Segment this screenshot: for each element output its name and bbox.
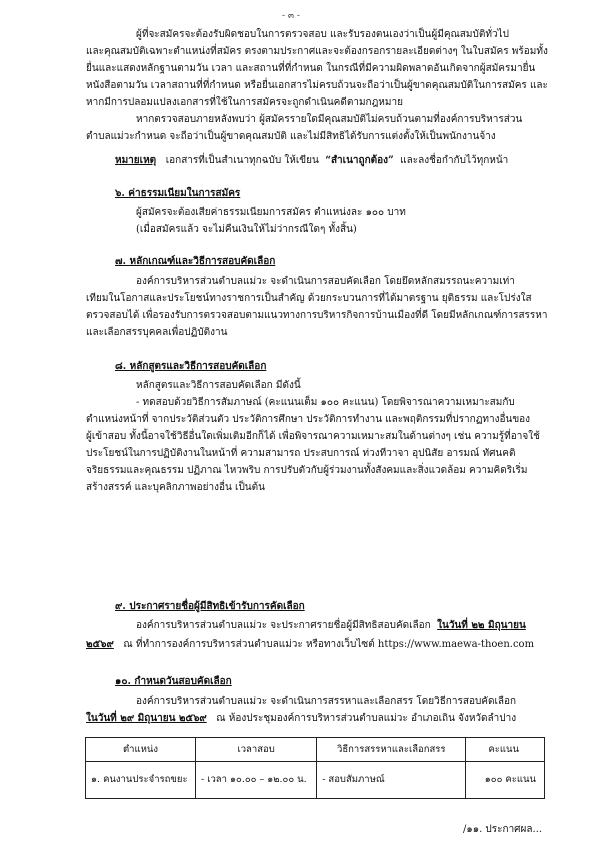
table-cell-time: - เวลา ๑๐.๐๐ – ๑๒.๐๐ น. [196, 762, 317, 799]
page-number: - ๓ - [282, 11, 300, 21]
note-text-after: และลงชื่อกำกับไว้ทุกหน้า [400, 155, 509, 166]
section-7-line-2: เทียมในโอกาสและประโยชน์ทางราชการเป็นสำคัญ ด้วยกระบวนการที่ได้มาตรฐาน ยุติธรรม และโปร่งใส [86, 293, 532, 304]
section-6-heading: ๖. ค่าธรรมเนียมในการสมัคร [115, 188, 241, 199]
intro-line-4: หนังสือตามวัน เวลาสถานที่ที่กำหนด หรือยื่นเอกสารไม่ครบถ้วนจะถือว่าเป็นผู้ขาดคุณสมบัติในการสมัคร และ [86, 80, 548, 91]
section-8-heading: ๘. หลักสูตรและวิธีการสอบคัดเลือก [115, 361, 267, 372]
section-10-heading: ๑๐. กำหนดวันสอบคัดเลือก [115, 676, 232, 687]
section-10-line-1: องค์การบริหารส่วนตำบลแม่วะ จะดำเนินการสรรหาและเลือกสรร โดยวิธีการสอบคัดเลือก [136, 696, 517, 707]
section-7-line-1: องค์การบริหารส่วนตำบลแม่วะ จะดำเนินการสอบคัดเลือก โดยยึดหลักสมรรถนะความเท่า [136, 276, 515, 287]
intro-line-3: ยื่นและแสดงหลักฐานตามวัน เวลา และสถานที่ที่กำหนด ในกรณีที่มีความผิดพลาดอันเกิดจากผู้สมัครมายื่น [86, 63, 536, 74]
section-8-line-2: - ทดสอบด้วยวิธีการสัมภาษณ์ (คะแนนเต็ม ๑๐๐ คะแนน) โดยพิจารณาความเหมาะสมกับ [136, 397, 515, 408]
section-7-heading: ๗. หลักเกณฑ์และวิธีการสอบคัดเลือก [115, 256, 276, 267]
table-header-score: คะแนน [466, 738, 545, 762]
note-line [115, 154, 508, 167]
table-header-method: วิธีการสรรหาและเลือกสรร [317, 738, 466, 762]
section-9-announce-year: ๒๕๖๙ [86, 639, 114, 650]
note-emphasis: “สำเนาถูกต้อง” [325, 155, 394, 166]
note-text-before: เอกสารที่เป็นสำเนาทุกฉบับ ให้เขียน [165, 155, 319, 166]
table-header-position: ตำแหน่ง [86, 738, 196, 762]
section-8-line-7: สร้างสรรค์ และบุคลิกภาพอย่างอื่น เป็นต้น [86, 482, 265, 493]
section-8-line-1: หลักสูตรและวิธีการสอบคัดเลือก มีดังนี้ [136, 380, 301, 391]
section-10-line-2-text: ณ ห้องประชุมองค์การบริหารส่วนตำบลแม่วะ อำเภอเถิน จังหวัดลำปาง [216, 713, 517, 724]
section-7-line-3: ตรวจสอบได้ เพื่อรองรับการตรวจสอบตามแนวทางการบริหารกิจการบ้านเมืองที่ดี โดยมีหลักเกณฑ์การสรรหา [86, 310, 548, 321]
section-8-line-3: ตำแหน่งหน้าที่ จากประวัติส่วนตัว ประวัติการศึกษา ประวัติการทำงาน และพฤติกรรมที่ปรากฏทางอื่นของ [86, 414, 531, 425]
note-label: หมายเหตุ [115, 155, 157, 166]
section-8-line-5: ประโยชน์ในการปฏิบัติงานในหน้าที่ ความสามารถ ประสบการณ์ ท่วงทีวาจา อุปนิสัย อารมณ์ ทัศนคติ [86, 448, 516, 459]
section-6-line-2: (เมื่อสมัครแล้ว จะไม่คืนเงินให้ไม่ว่ากรณีใดๆ ทั้งสิ้น) [136, 224, 357, 235]
section-10-line-2 [86, 712, 516, 725]
section-8-line-6: จริยธรรมและคุณธรรม ปฏิภาณ ไหวพริบ การปรับตัวกับผู้ร่วมงานทั้งสังคมและสิ่งแวดล้อม ความคิดริเริ่ม [86, 465, 528, 476]
table-cell-position: ๑. คนงานประจำรถขยะ [86, 762, 196, 799]
section-9-line-1-text: องค์การบริหารส่วนตำบลแม่วะ จะประกาศรายชื่อผู้มีสิทธิสอบคัดเลือก [136, 620, 431, 631]
section-9-line-1 [136, 619, 526, 632]
page-footer-continuation: /๑๑. ประกาศผล... [463, 824, 543, 835]
section-8-line-4: ผู้เข้าสอบ ทั้งนี้อาจใช้วิธีอื่นใดเพิ่มเติมอีกก็ได้ เพื่อพิจารณาความเหมาะสมในด้านต่างๆ เช่น ความรู้ที่อาจใช้ [86, 431, 540, 442]
section-9-announce-date: ในวันที่ ๒๒ มิถุนายน [437, 620, 526, 631]
intro-p2-line-2: ตำบลแม่วะกำหนด จะถือว่าเป็นผู้ขาดคุณสมบัติ และไม่มีสิทธิได้รับการแต่งตั้งให้เป็นพนักงานจ้าง [86, 131, 496, 142]
section-9-line-2-text: ณ ที่ทำการองค์การบริหารส่วนตำบลแม่วะ หรือทางเว็บไซต์ https://www.maewa-thoen.com [123, 639, 535, 650]
table-header-row [86, 738, 545, 762]
table-header-time: เวลาสอบ [196, 738, 317, 762]
section-6-line-1: ผู้สมัครจะต้องเสียค่าธรรมเนียมการสมัคร ตำแหน่งละ ๑๐๐ บาท [136, 207, 406, 218]
intro-line-2: และคุณสมบัติเฉพาะตำแหน่งที่สมัคร ตรงตามประกาศและจะต้องกรอกรายละเอียดต่างๆ ในใบสมัคร พร้อมทั้ง [86, 46, 548, 57]
intro-p2-line-1: หากตรวจสอบภายหลังพบว่า ผู้สมัครรายใดมีคุณสมบัติไม่ครบถ้วนตามที่องค์การบริหารส่วน [136, 114, 523, 125]
section-7-line-4: และเลือกสรรบุคคลเพื่อปฏิบัติงาน [86, 327, 228, 338]
exam-schedule-table [85, 737, 545, 799]
table-cell-score: ๑๐๐ คะแนน [466, 762, 545, 799]
intro-line-1: ผู้ที่จะสมัครจะต้องรับผิดชอบในการตรวจสอบ และรับรองตนเองว่าเป็นผู้มีคุณสมบัติทั่วไป [136, 29, 509, 40]
table-cell-method: - สอบสัมภาษณ์ [317, 762, 466, 799]
intro-line-5: หากมีการปลอมแปลงเอกสารที่ใช้ในการสมัครจะถูกดำเนินคดีตามกฎหมาย [86, 97, 403, 108]
section-9-heading: ๙. ประกาศรายชื่อผู้มีสิทธิเข้ารับการคัดเลือก [115, 601, 305, 612]
section-9-line-2 [86, 638, 534, 651]
section-10-exam-date: ในวันที่ ๒๙ มิถุนายน ๒๕๖๙ [86, 713, 207, 724]
table-row [86, 762, 545, 799]
